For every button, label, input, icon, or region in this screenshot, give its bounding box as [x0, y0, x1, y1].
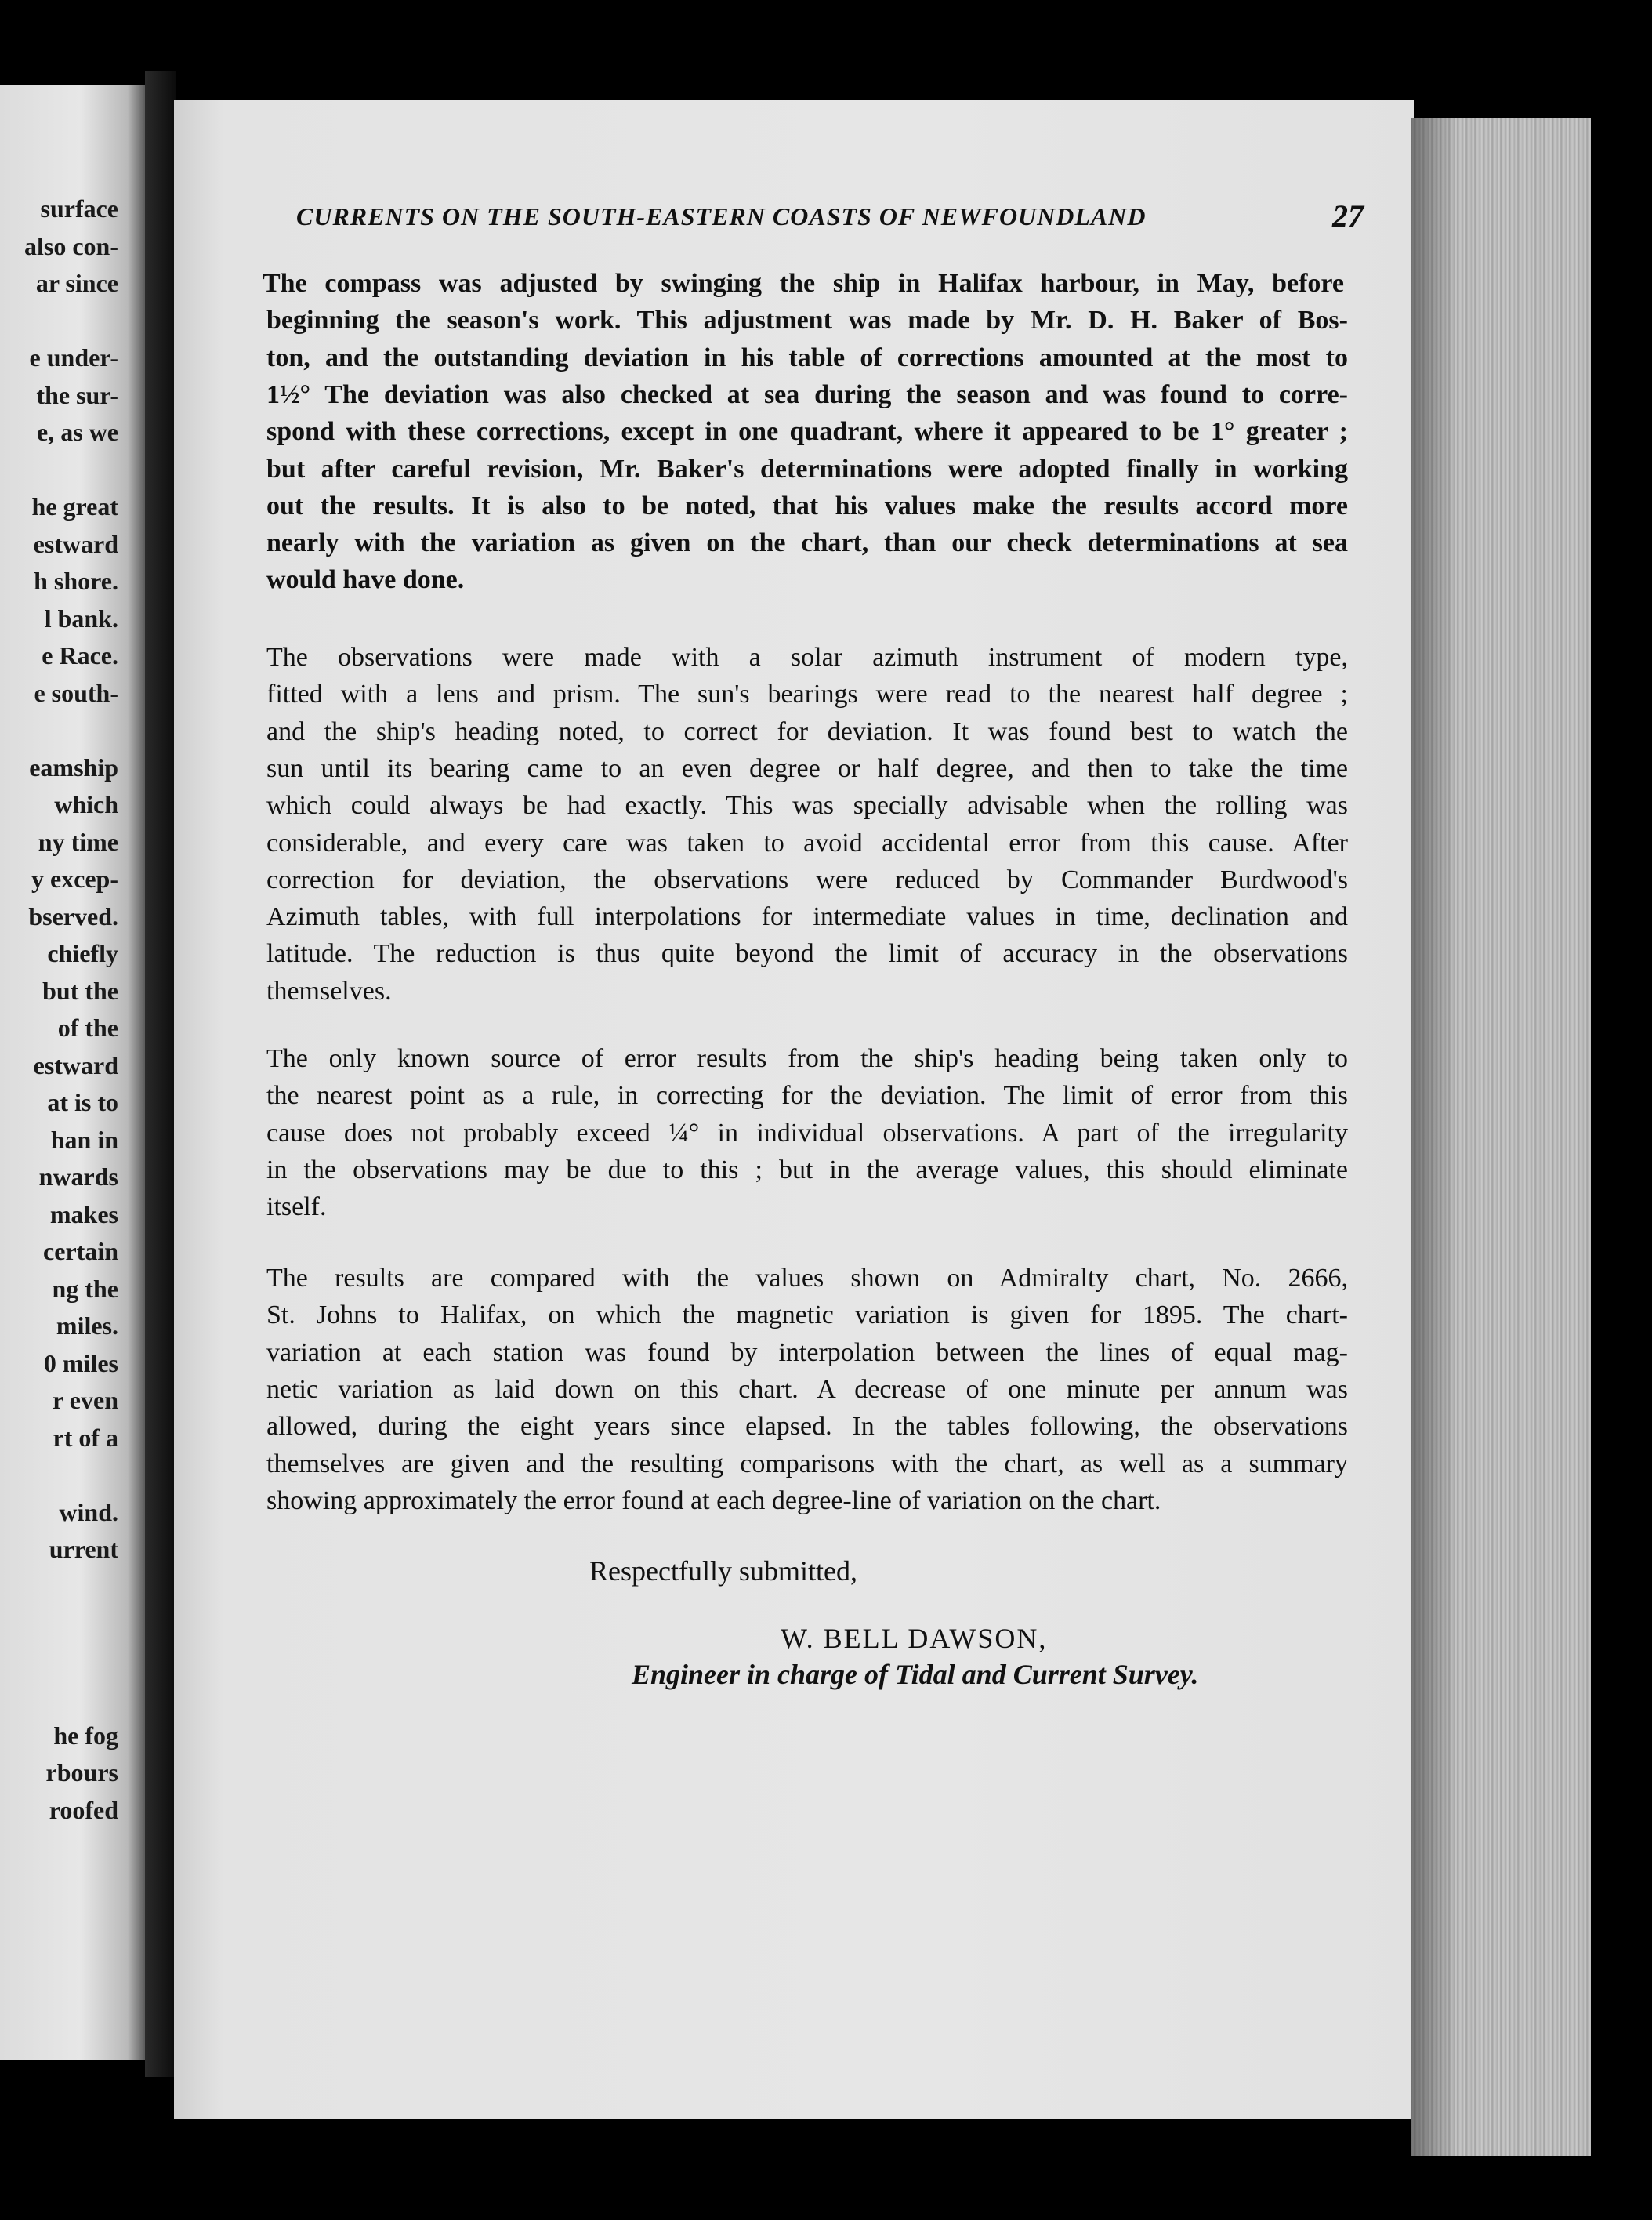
- left-page-line: but the: [42, 976, 118, 1005]
- left-page-line: l bank.: [44, 604, 118, 633]
- left-page-line: miles.: [56, 1311, 118, 1340]
- text-line: allowed, during the eight years since elapsed. In the tables following, the observations: [266, 1412, 1348, 1442]
- left-page-line: he fog: [53, 1721, 118, 1750]
- left-page-line: e Race.: [42, 641, 118, 669]
- text-line: 1½° The deviation was also checked at sea during the season and was found to corre-: [266, 379, 1348, 409]
- text-line: which could always be had exactly. This was specially advisable when the rolling was: [266, 791, 1348, 821]
- left-page-line: bserved.: [28, 901, 118, 930]
- left-page-line: urrent: [49, 1535, 118, 1563]
- text-line: ton, and the outstanding deviation in his table of corrections amounted at the most to: [266, 343, 1348, 372]
- page-number: 27: [1332, 198, 1364, 234]
- left-page-line: e, as we: [37, 418, 118, 446]
- left-page-line: surface: [40, 194, 118, 223]
- text-line: fitted with a lens and prism. The sun's bearings were read to the nearest half degree ;: [266, 680, 1348, 709]
- text-line: The observations were made with a solar azimuth instrument of modern type,: [266, 643, 1348, 672]
- left-page-line: he great: [31, 492, 118, 521]
- left-page-line: rbours: [45, 1758, 118, 1787]
- text-line: sun until its bearing came to an even degree or half degree, and then to take the time: [266, 753, 1348, 783]
- left-page-line: rt of a: [53, 1423, 118, 1452]
- left-page-line: estward: [33, 529, 118, 558]
- text-line: correction for deviation, the observations were reduced by Commander Burdwood's: [266, 865, 1348, 894]
- left-page-line: the sur-: [36, 380, 118, 409]
- closing-salutation: Respectfully submitted,: [589, 1555, 857, 1587]
- text-line: Azimuth tables, with full interpolations for intermediate values in time, declination and: [266, 902, 1348, 932]
- left-page-line: also con-: [24, 231, 118, 260]
- book-gutter: [145, 71, 176, 2077]
- running-head: CURRENTS ON THE SOUTH-EASTERN COASTS OF NEWFOUNDLAND: [296, 202, 1147, 230]
- left-page-line: certain: [43, 1237, 118, 1265]
- left-page-line: ny time: [38, 827, 118, 856]
- left-page-line: at is to: [47, 1088, 118, 1116]
- signature-name: W. BELL DAWSON,: [781, 1623, 1048, 1654]
- left-page-line: y excep-: [31, 865, 118, 893]
- left-page-line: r even: [53, 1386, 118, 1414]
- text-line: spond with these corrections, except in one quadrant, where it appeared to be 1° greater ;: [266, 417, 1348, 447]
- text-line: considerable, and every care was taken to avoid accidental error from this cause. After: [266, 828, 1348, 858]
- left-page-line: e south-: [34, 678, 118, 707]
- text-line: themselves.: [266, 976, 392, 1006]
- signature-title: Engineer in charge of Tidal and Current Survey.: [632, 1659, 1199, 1690]
- left-page-line: wind.: [59, 1497, 118, 1526]
- left-page-line: makes: [49, 1199, 118, 1228]
- text-line: itself.: [266, 1192, 327, 1222]
- text-line: St. Johns to Halifax, on which the magnetic variation is given for 1895. The chart-: [266, 1300, 1348, 1330]
- left-page-line: 0 miles: [43, 1348, 118, 1377]
- text-line: latitude. The reduction is thus quite beyond the limit of accuracy in the observations: [266, 939, 1348, 969]
- text-line: the nearest point as a rule, in correcting for the deviation. The limit of error from this: [266, 1081, 1348, 1111]
- text-line: The only known source of error results from the ship's heading being taken only to: [266, 1044, 1348, 1073]
- text-line: and the ship's heading noted, to correct for deviation. It was found best to watch the: [266, 716, 1348, 746]
- left-page-line: estward: [33, 1050, 118, 1079]
- left-page-line: eamship: [29, 753, 118, 782]
- left-page-fragment: [0, 85, 145, 2060]
- left-page-line: roofed: [49, 1795, 118, 1824]
- left-page-line: h shore.: [34, 567, 118, 595]
- text-line: variation at each station was found by interpolation between the lines of equal mag-: [266, 1337, 1348, 1367]
- text-line: The compass was adjusted by swinging the ship in Halifax harbour, in May, before: [263, 269, 1344, 298]
- text-line: netic variation as laid down on this chart. A decrease of one minute per annum was: [266, 1374, 1348, 1404]
- left-page-line: chiefly: [47, 939, 118, 967]
- left-page-line: ng the: [52, 1274, 118, 1303]
- text-line: out the results. It is also to be noted, that his values make the results accord more: [266, 491, 1348, 521]
- text-line: nearly with the variation as given on the chart, than our check determinations at sea: [266, 528, 1348, 558]
- text-line: beginning the season's work. This adjustment was made by Mr. D. H. Baker of Bos-: [266, 306, 1348, 336]
- text-line: The results are compared with the values shown on Admiralty chart, No. 2666,: [266, 1264, 1348, 1293]
- left-page-line: of the: [57, 1014, 118, 1042]
- text-line: cause does not probably exceed ¼° in individual observations. A part of the irregularity: [266, 1118, 1348, 1148]
- text-line: showing approximately the error found at each degree-line of variation on the chart.: [266, 1485, 1161, 1515]
- text-line: themselves are given and the resulting comparisons with the chart, as well as a summary: [266, 1449, 1348, 1478]
- text-line: but after careful revision, Mr. Baker's determinations were adopted finally in working: [266, 454, 1348, 484]
- text-line: would have done.: [266, 565, 465, 595]
- left-page-line: han in: [50, 1125, 118, 1154]
- left-page-line: nwards: [38, 1163, 118, 1191]
- left-page-line: ar since: [35, 269, 118, 297]
- left-page-line: which: [54, 790, 118, 818]
- page-edges-shadow: [1411, 118, 1458, 2156]
- left-page-line: e under-: [29, 343, 118, 372]
- text-line: in the observations may be due to this ; but in the average values, this should eliminate: [266, 1155, 1348, 1184]
